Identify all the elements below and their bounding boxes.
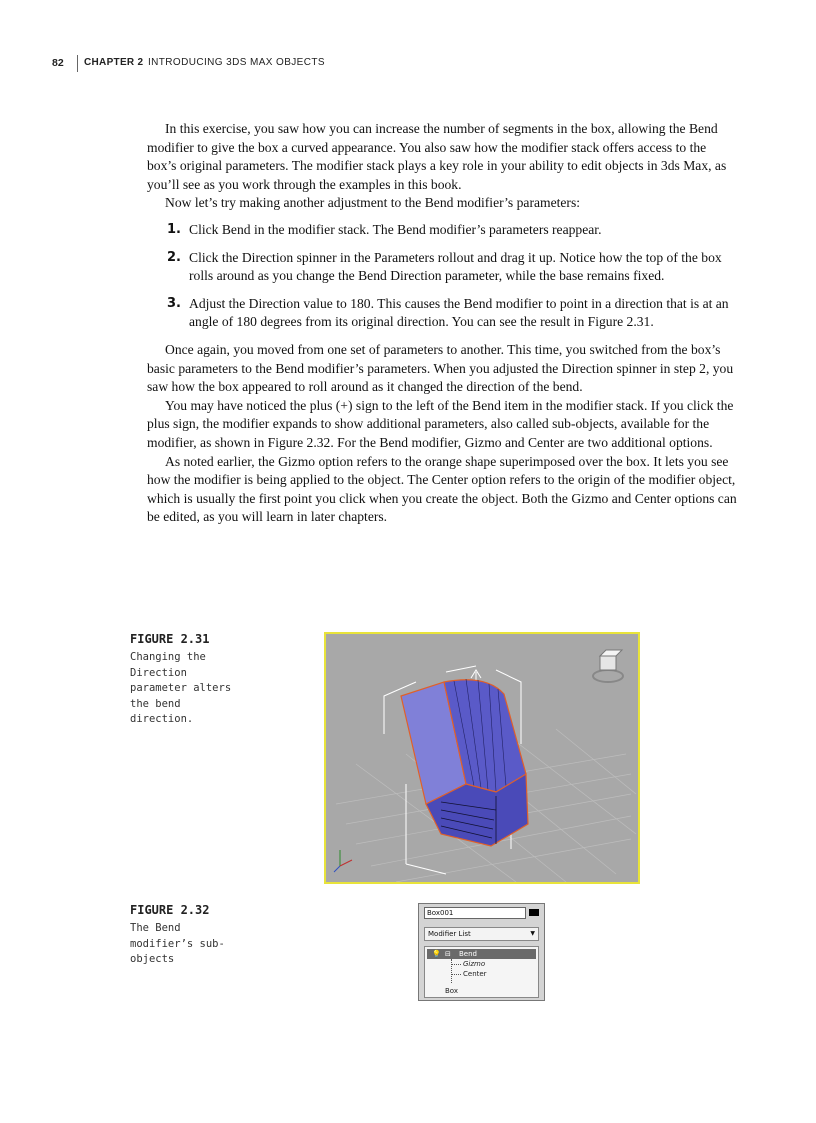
stack-item-label: Bend: [459, 950, 477, 958]
bent-box-render: [326, 634, 638, 882]
tree-connector: [451, 959, 452, 983]
modifier-stack: [424, 946, 539, 998]
figure-232-label: FIGURE 2.32: [130, 903, 210, 917]
step-list: [147, 221, 737, 332]
stack-item-box[interactable]: Box: [445, 987, 459, 995]
paragraph: You may have noticed the plus (+) sign to the left of the Bend item in the modifier stack. If you click the plus sign, the modifier expands to show additional parameters, also called sub-objects, available for the modifier, as shown in Figure 2.32. For the Bend modifier, Gizmo and Center are two additional options.: [147, 397, 734, 450]
object-color-swatch[interactable]: [529, 909, 539, 916]
lightbulb-icon[interactable]: 💡: [432, 950, 441, 958]
step-item: [147, 249, 737, 286]
expand-minus-icon[interactable]: ⊟: [445, 950, 451, 958]
header-divider: [77, 55, 78, 72]
tree-connector: [452, 974, 461, 975]
paragraph: In this exercise, you saw how you can increase the number of segments in the box, allowing the Bend modifier to give the box a curved appearance. You also saw how the modifier stack offers access to the box’s original parameters. The modifier stack plays a key role in your ability to edit objects in 3ds Max, as you’ll see as you work through the examples in this book.: [147, 121, 727, 192]
stack-item-bend[interactable]: [427, 949, 536, 959]
step-text: Click the Direction spinner in the Parameters rollout and drag it up. Notice how the top of the box rolls around as you change the Bend Direction parameter, while the base remains fixed.: [189, 249, 722, 284]
tree-connector: [452, 964, 461, 965]
axis-tripod-icon: [334, 850, 352, 872]
running-header: [0, 55, 816, 73]
paragraph: Once again, you moved from one set of parameters to another. This time, you switched from the box’s basic parameters to the Bend modifier’s parameters. When you adjusted the Direction spinner in step 2, you saw how the box appeared to roll around as it changed the direction of the bend.: [147, 341, 734, 395]
figure-232-caption: The Bend modifier’s sub-objects: [130, 922, 225, 965]
page-number: 82: [52, 57, 64, 69]
chapter-title: INTRODUCING 3DS MAX OBJECTS: [148, 57, 325, 68]
bent-box: [401, 679, 528, 846]
step-number: 3.: [167, 295, 181, 311]
object-name-field[interactable]: Box001: [424, 907, 526, 919]
chapter-label: CHAPTER 2: [84, 57, 144, 68]
figure-231-label: FIGURE 2.31: [130, 632, 210, 646]
paragraph: Now let’s try making another adjustment to the Bend modifier’s parameters:: [165, 195, 581, 211]
figure-232-modifier-panel: [418, 903, 545, 1001]
step-text: Adjust the Direction value to 180. This causes the Bend modifier to point in a direction that is at an angle of 180 degrees from its original direction. You can see the result in Figure 2.31.: [189, 295, 729, 330]
step-text: Click Bend in the modifier stack. The Bend modifier’s parameters reappear.: [189, 221, 602, 237]
paragraph: As noted earlier, the Gizmo option refers to the orange shape superimposed over the box. It lets you see how the modifier is being applied to the object. The Center option refers to the origin of the modifier object, which is usually the first point you click when you create the object. Both the Gizmo and Center options can be edited, as you will learn in later chapters.: [147, 453, 737, 525]
stack-item-center[interactable]: Center: [463, 970, 487, 978]
body-text: [147, 120, 737, 527]
modifier-list-dropdown[interactable]: [424, 927, 539, 941]
step-number: 2.: [167, 249, 181, 265]
step-number: 1.: [167, 221, 181, 237]
step-item: [147, 221, 737, 240]
chevron-down-icon: ▼: [530, 930, 535, 937]
stack-item-gizmo[interactable]: Gizmo: [463, 960, 486, 968]
figure-231-viewport: [324, 632, 640, 884]
step-item: [147, 295, 737, 332]
modifier-list-label: Modifier List: [428, 930, 471, 938]
figure-231-caption: Changing the Direction parameter alters the bend direction.: [130, 651, 232, 725]
viewcube-icon: [593, 650, 623, 682]
